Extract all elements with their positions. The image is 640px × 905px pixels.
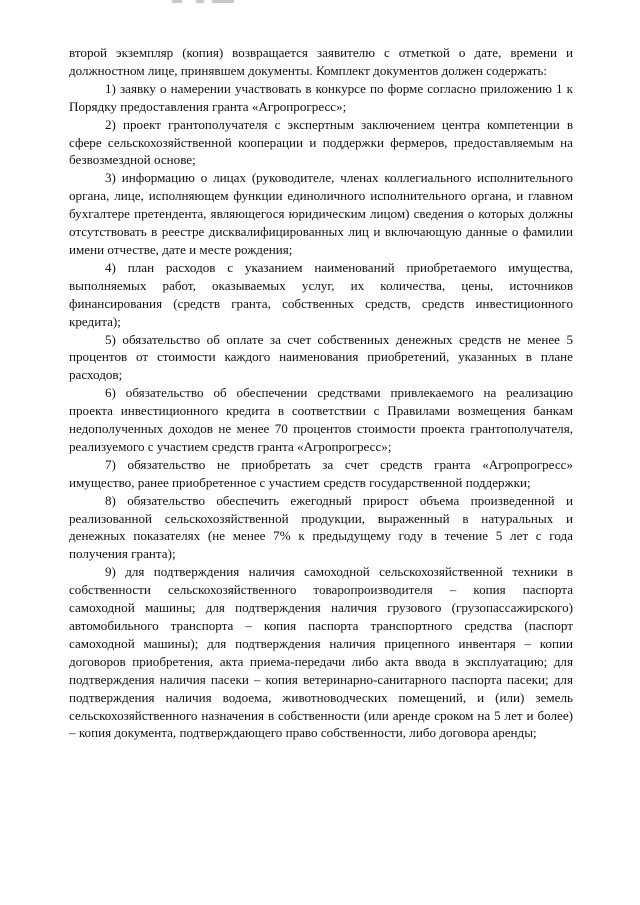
list-item: 7) обязательство не приобретать за счет средств гранта «Агропрогресс» имущество, ранее приобретенное с участием средств государственной поддержки; xyxy=(69,456,573,490)
list-item: 9) для подтверждения наличия самоходной сельскохозяйственной техники в собственности сельскохозяйственного товаропроизводителя – копия паспорта самоходной машины; для подтверждения наличия грузового (грузопассажирского) автомобильного транспорта – копия паспорта транспортного средства (паспорт самоходной машины); для подтверждения наличия прицепного инвентаря – копии договоров приобретения, акта приема-передачи либо акта ввода в эксплуатацию; для подтверждения наличия пасеки – копия ветеринарно-санитарного паспорта пасеки; для подтверждения наличия водоема, животноводческих помещений, и (или) земель сельскохозяйственного назначения в собственности (или аренде сроком на 5 лет и более) – копия документа, подтверждающего право собственности, либо договора аренды; xyxy=(69,564,573,741)
list-item: 4) план расходов с указанием наименований приобретаемого имущества, выполняемых работ, оказываемых услуг, их количества, цены, источников финансирования (средств гранта, собственных средств, средств инвестиционного кредита); xyxy=(69,259,573,329)
list-item: 8) обязательство обеспечить ежегодный прирост объема произведенной и реализованной сельскохозяйственной продукции, выраженный в натуральных и денежных показателях (не менее 7% к предыдущему году в течение 5 лет с года получения гранта); xyxy=(69,492,573,562)
scan-artifact xyxy=(172,0,182,3)
list-item: 3) информацию о лицах (руководителе, членах коллегиального исполнительного органа, лице, исполняющем функции единоличного исполнительного органа, и главном бухгалтере претендента, являющегося юридическим лицом) сведения о которых должны отсутствовать в реестре дисквалифицированных лиц и включающую данные о фамилии имени отчестве, дате и месте рождения; xyxy=(69,170,573,257)
document-body xyxy=(69,44,573,742)
intro-paragraph: второй экземпляр (копия) возвращается заявителю с отметкой о дате, времени и должностном лице, принявшем документы. Комплект документов должен содержать: xyxy=(69,45,573,78)
list-item: 6) обязательство об обеспечении средствами привлекаемого на реализацию проекта инвестиционного кредита в соответствии с Правилами возмещения банкам недополученных доходов не менее 70 процентов стоимости проекта грантополучателя, реализуемого с участием средств гранта «Агропрогресс»; xyxy=(69,385,573,454)
list-item: 1) заявку о намерении участвовать в конкурсе по форме согласно приложению 1 к Порядку предоставления гранта «Агропрогресс»; xyxy=(69,80,573,114)
list-item: 5) обязательство об оплате за счет собственных денежных средств не менее 5 процентов от стоимости каждого наименования приобретений, указанных в плане расходов; xyxy=(69,331,573,383)
scan-artifact xyxy=(196,0,204,3)
list-item: 2) проект грантополучателя с экспертным заключением центра компетенции в сфере сельскохозяйственной кооперации и поддержки фермеров, предоставляемым на безвозмездной основе; xyxy=(69,116,573,168)
scan-artifact xyxy=(212,0,234,3)
